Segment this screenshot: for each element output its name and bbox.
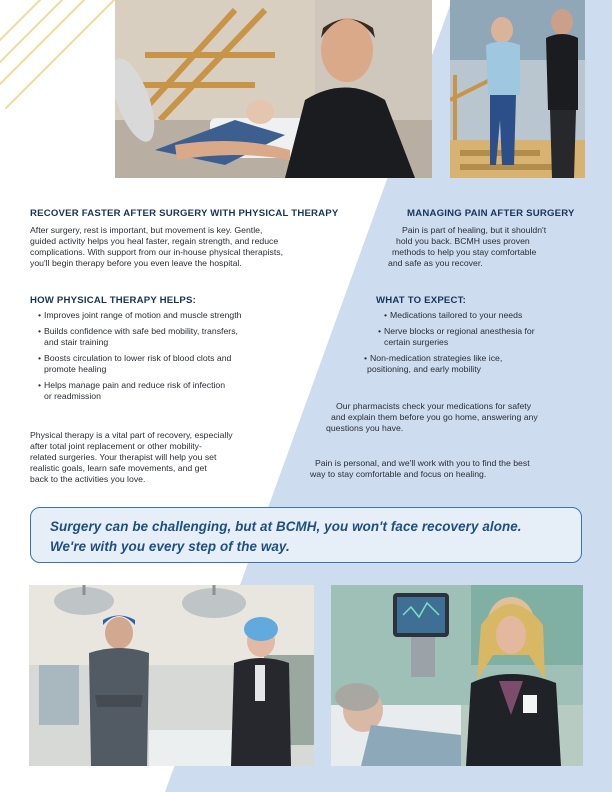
callout-line: Surgery can be challenging, but at BCMH, you won't face recovery alone. [50, 519, 522, 534]
pharmacists-line: and explain them before you go home, answering any [331, 412, 538, 423]
pain-line: Pain is part of healing, but it shouldn't [402, 225, 547, 235]
bullet-icon: • [38, 325, 42, 336]
pain-line: hold you back. BCMH uses proven [396, 236, 530, 247]
decorative-stripes [0, 0, 120, 120]
expect-list [362, 310, 592, 380]
recover-line: guided activity helps you heal faster, regain strength, and reduce [30, 236, 279, 247]
recover-line: After surgery, rest is important, but movement is key. Gentle, [30, 225, 263, 235]
pain-line: methods to help you stay comfortable [392, 247, 537, 258]
callout-box [30, 507, 582, 563]
pt-helps-heading: HOW PHYSICAL THERAPY HELPS: [30, 295, 197, 306]
list-item: • Nerve blocks or regional anesthesia for certain surgeries [378, 325, 535, 347]
what-to-expect-heading: WHAT TO EXPECT: [376, 295, 467, 306]
closing-line: Physical therapy is a vital part of recovery, especially [30, 430, 233, 440]
closing-line: related surgeries. Your therapist will help you set [30, 452, 217, 463]
photo-surgical-team [29, 585, 314, 766]
pt-helps-list [30, 310, 310, 407]
pharmacists-paragraph [326, 401, 596, 434]
pain-paragraph [380, 225, 590, 269]
closing-line: back to the activities you love. [30, 474, 146, 485]
personal-paragraph [310, 458, 600, 480]
bullet-icon: • [378, 325, 382, 336]
list-item: • Boosts circulation to lower risk of blood clots and promote healing [38, 352, 232, 374]
bullet-icon: • [38, 310, 42, 320]
bullet-icon: • [38, 379, 42, 390]
closing-line: after total joint replacement or other mobility- [30, 441, 202, 452]
bullet-icon: • [38, 352, 42, 363]
recover-line: complications. With support from our in-house physical therapists, [30, 247, 284, 258]
personal-line: way to stay comfortable and focus on healing. [310, 469, 487, 480]
bullet-icon: • [384, 310, 388, 320]
pharmacists-line: questions you have. [326, 423, 404, 434]
pain-heading: MANAGING PAIN AFTER SURGERY [407, 208, 575, 219]
bullet-icon: • [364, 352, 368, 363]
list-item: • Medications tailored to your needs [384, 310, 523, 320]
list-item: • Non-medication strategies like ice, positioning, and early mobility [364, 352, 503, 374]
photo-nurse-with-patient [331, 585, 583, 766]
recover-heading: RECOVER FASTER AFTER SURGERY WITH PHYSICAL THERAPY [30, 208, 339, 219]
callout-line: We're with you every step of the way. [50, 539, 290, 554]
photo-patient-on-stairs [450, 0, 585, 178]
list-item: • Helps manage pain and reduce risk of infection or readmission [38, 379, 226, 401]
recover-paragraph [30, 225, 350, 269]
list-item: • Builds confidence with safe bed mobility, transfers, and stair training [38, 325, 238, 347]
pain-line: and safe as you recover. [388, 258, 483, 269]
recover-line: you'll begin therapy before you even leave the hospital. [30, 258, 242, 269]
pharmacists-line: Our pharmacists check your medications for safety [336, 401, 532, 411]
list-item: • Improves joint range of motion and muscle strength [38, 310, 242, 320]
photo-therapist-with-patient [115, 0, 432, 178]
closing-line: realistic goals, learn safe movements, and get [30, 463, 207, 474]
personal-line: Pain is personal, and we'll work with you to find the best [315, 458, 530, 468]
pt-closing-paragraph [30, 430, 290, 485]
